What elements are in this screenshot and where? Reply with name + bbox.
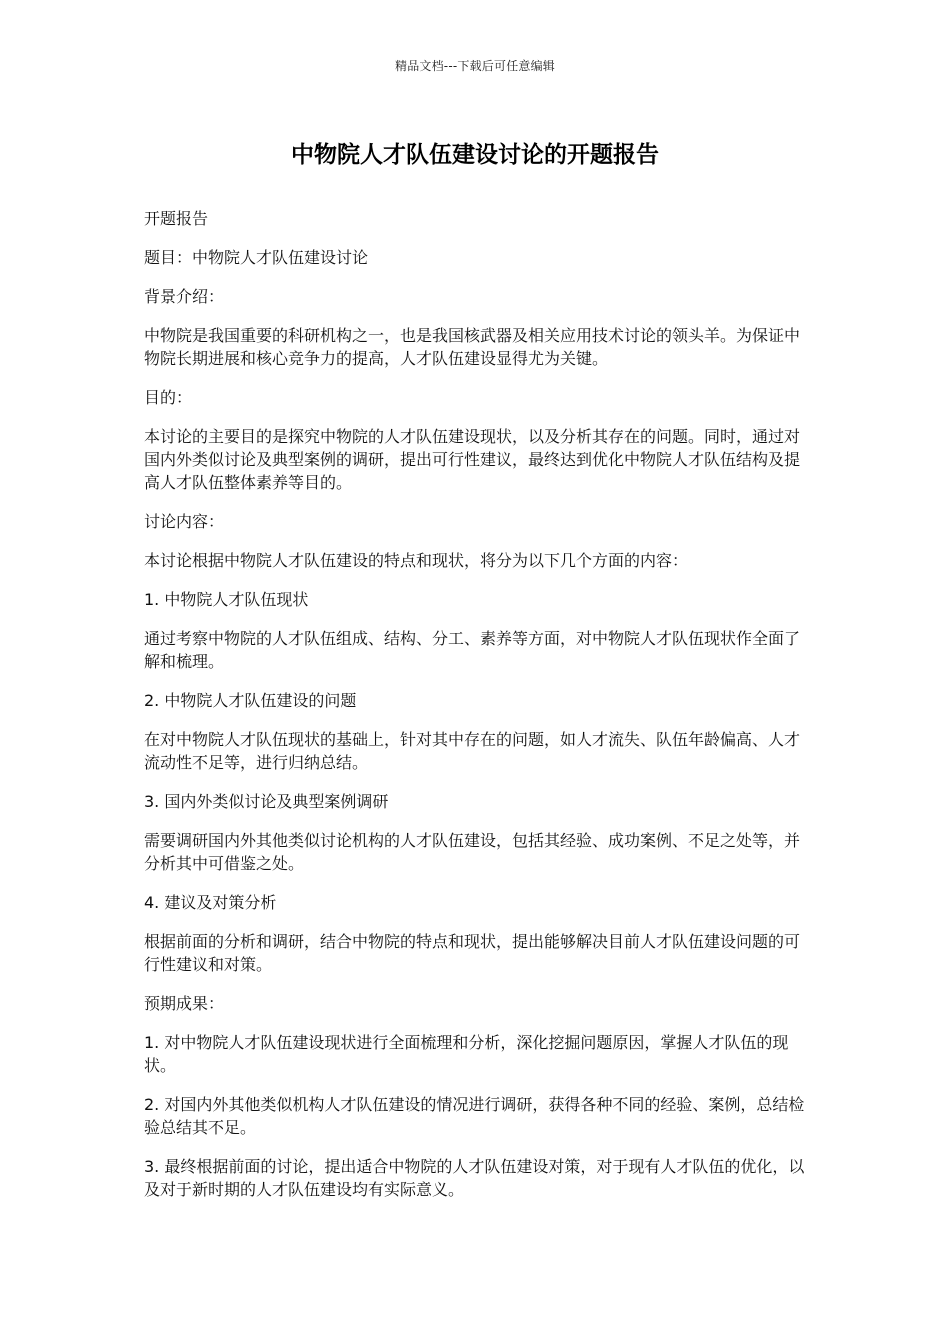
heading-content: 讨论内容： <box>144 512 225 531</box>
heading-purpose: 目的： <box>144 388 193 407</box>
heading-background: 背景介绍： <box>144 287 225 306</box>
content-item-4-text: 根据前面的分析和调研，结合中物院的特点和现状，提出能够解决目前人才队伍建设问题的可行性建议和对策。 <box>144 932 801 974</box>
paragraph-topic: 题目：中物院人才队伍建设讨论 <box>144 248 369 267</box>
paragraph-purpose: 本讨论的主要目的是探究中物院的人才队伍建设现状，以及分析其存在的问题。同时，通过对国内外类似讨论及典型案例的调研，提出可行性建议，最终达到优化中物院人才队伍结构及提高人才队伍整体素养等目的。 <box>144 427 801 492</box>
result-item-2: 2. 对国内外其他类似机构人才队伍建设的情况进行调研，获得各种不同的经验、案例，总结检验总结其不足。 <box>144 1095 805 1137</box>
content-item-2-text: 在对中物院人才队伍现状的基础上，针对其中存在的问题，如人才流失、队伍年龄偏高、人才流动性不足等，进行归纳总结。 <box>144 730 801 772</box>
page-header: 精品文档---下载后可任意编辑 <box>395 59 555 73</box>
paragraph-background: 中物院是我国重要的科研机构之一，也是我国核武器及相关应用技术讨论的领头羊。为保证中物院长期进展和核心竞争力的提高，人才队伍建设显得尤为关键。 <box>144 326 801 368</box>
content-item-2-title: 2. 中物院人才队伍建设的问题 <box>144 691 357 710</box>
document-body <box>144 207 809 1217</box>
result-item-3: 3. 最终根据前面的讨论，提出适合中物院的人才队伍建设对策，对于现有人才队伍的优化，以及对于新时期的人才队伍建设均有实际意义。 <box>144 1157 805 1199</box>
content-item-1-title: 1. 中物院人才队伍现状 <box>144 590 309 609</box>
heading-expected-results: 预期成果： <box>144 994 225 1013</box>
content-item-3-title: 3. 国内外类似讨论及典型案例调研 <box>144 792 389 811</box>
content-item-3-text: 需要调研国内外其他类似讨论机构的人才队伍建设，包括其经验、成功案例、不足之处等，并分析其中可借鉴之处。 <box>144 831 801 873</box>
result-item-1: 1. 对中物院人才队伍建设现状进行全面梳理和分析，深化挖掘问题原因，掌握人才队伍的现状。 <box>144 1033 789 1075</box>
paragraph-report-label: 开题报告 <box>144 209 209 228</box>
content-item-4-title: 4. 建议及对策分析 <box>144 893 277 912</box>
paragraph-content-intro: 本讨论根据中物院人才队伍建设的特点和现状，将分为以下几个方面的内容： <box>144 551 689 570</box>
content-item-1-text: 通过考察中物院的人才队伍组成、结构、分工、素养等方面，对中物院人才队伍现状作全面了解和梳理。 <box>144 629 801 671</box>
document-title: 中物院人才队伍建设讨论的开题报告 <box>291 142 659 168</box>
